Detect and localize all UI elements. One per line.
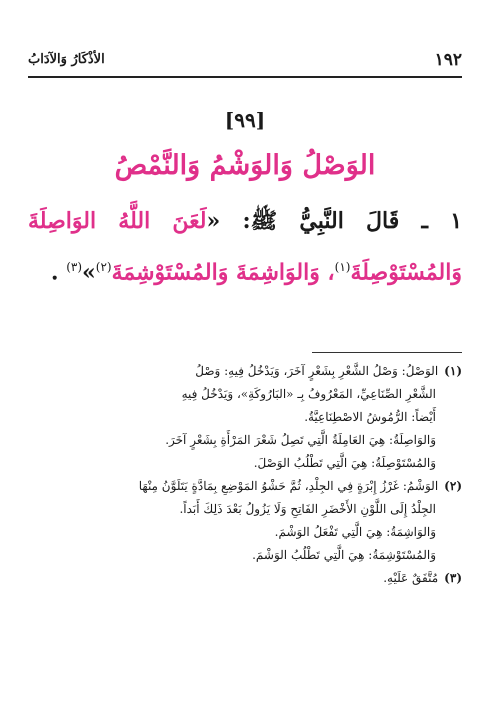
- footnote-number: (٣): [444, 571, 462, 585]
- footnote-ref-2: (٢): [95, 260, 112, 274]
- footnotes: [28, 360, 462, 590]
- footnote-number: (١): [444, 364, 462, 378]
- footnote-line: [28, 567, 462, 590]
- running-title: الأذْكَارُ وَالآدَابُ: [28, 52, 105, 67]
- hadith-intro: ١ ـ قَالَ النَّبِيُّ ﷺ: «: [206, 208, 463, 234]
- footnote-line: وَالمُسْتَوْصِلَةُ: هِيَ الَّتِي تَطْلُبُ الوَصْلَ.: [253, 456, 436, 470]
- page-number: ١٩٢: [434, 50, 462, 70]
- footnote-text: مُتَّفَقٌ عَلَيْهِ.: [383, 571, 439, 585]
- footnote-line: الشَّعْرِ الصِّنَاعِيِّ، المَعْرُوفُ بِـ «البَارُوكَةِ»، وَيَدْخُلُ فِيهِ: [181, 387, 436, 401]
- quote-close: »: [82, 259, 96, 286]
- footnote-ref-3: (٣): [66, 260, 83, 274]
- footnote-text: الوَصْلُ: وَصْلُ الشَّعْرِ بِشَعْرٍ آخَرَ، وَيَدْخُلُ فِيهِ: وَصْلُ: [195, 364, 439, 378]
- footnote-2: [28, 475, 462, 567]
- footnote-ref-1: (١): [334, 260, 351, 274]
- hadith-quote-part1: لَعَنَ اللَّهُ الوَاصِلَةَ وَالمُسْتَوْصِلَةَ: [28, 208, 462, 286]
- footnote-line: الجِلْدُ إِلَى اللَّوْنِ الأَخْضَرِ الفَاتِحِ وَلَا يَزُولُ بَعْدَ ذَلِكَ أَبَداً.: [179, 502, 436, 516]
- footnote-line: وَالوَاصِلَةُ: هِيَ العَامِلَةُ الَّتِي تَصِلُ شَعْرَ المَرْأَةِ بِشَعْرٍ آخَرَ.: [165, 433, 436, 447]
- chapter-title: الوَصْلُ وَالوَشْمُ وَالنَّمْصُ: [114, 150, 376, 181]
- footnote-line: [28, 475, 462, 498]
- page-header: [28, 48, 462, 74]
- footnote-line: [28, 360, 462, 383]
- header-rule: [28, 76, 462, 78]
- chapter-number: [٩٩]: [224, 108, 266, 132]
- footnote-line: أَيْضاً: الرُّمُوشُ الاصْطِنَاعِيَّةُ.: [304, 410, 436, 424]
- footnote-line: وَالوَاشِمَةُ: هِيَ الَّتِي تَفْعَلُ الوَشْمَ.: [274, 525, 436, 539]
- footnote-number: (٢): [444, 479, 462, 493]
- hadith-quote-part2: ، وَالوَاشِمَةَ وَالمُسْتَوْشِمَةَ: [111, 259, 335, 286]
- footnote-text: الوَشْمُ: غَرْزُ إِبْرَةٍ فِي الجِلْدِ، ثُمَّ حَشْوُ المَوْضِعِ بِمَادَّةٍ يَتَلَوَّنُ مِنْهَا: [138, 479, 439, 493]
- footnote-1: [28, 360, 462, 475]
- footnote-3: [28, 567, 462, 590]
- footnote-rule: [312, 352, 462, 353]
- hadith-end: .: [50, 259, 67, 286]
- hadith-text: [28, 198, 462, 295]
- footnote-line: وَالمُسْتَوْشِمَةُ: هِيَ الَّتِي تَطْلُبُ الوَشْمَ.: [252, 548, 436, 562]
